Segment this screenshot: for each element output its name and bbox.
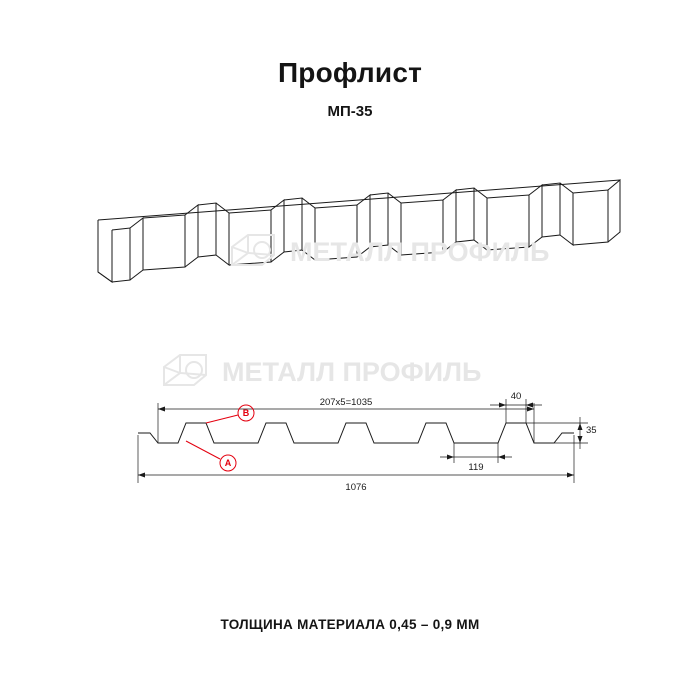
page-title: Профлист: [277, 57, 423, 88]
callout-a: [186, 441, 236, 471]
product-model: МП-35: [327, 102, 373, 120]
dimension-overall-width: 1076: [345, 482, 367, 493]
watermark-text-2: МЕТАЛЛ ПРОФИЛЬ: [222, 357, 482, 387]
cross-section-drawing: [110, 355, 600, 505]
watermark-text: МЕТАЛЛ ПРОФИЛЬ: [290, 237, 550, 267]
isometric-profile-view: [60, 160, 640, 320]
callout-b-label: B: [242, 408, 250, 418]
title-block: [0, 58, 700, 120]
dimension-crest-width: 40: [510, 391, 522, 402]
callout-b: [206, 405, 254, 423]
callout-a-label: A: [224, 458, 232, 468]
material-thickness-note: ТОЛЩИНА МАТЕРИАЛА 0,45 – 0,9 ММ: [220, 617, 480, 632]
dimension-pitch-total: 207х5=1035: [319, 397, 373, 408]
dimension-valley-width: 119: [468, 462, 484, 473]
dimension-height: 35: [586, 425, 597, 436]
